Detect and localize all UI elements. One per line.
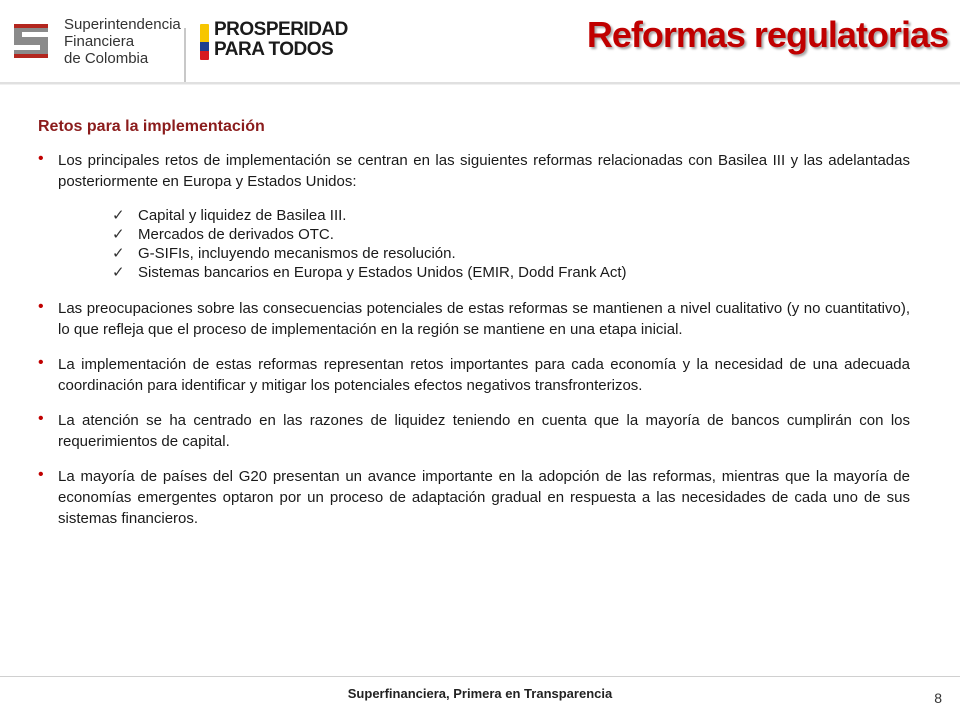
slide-body — [38, 118, 910, 543]
bullet-dot-icon: • — [38, 466, 44, 483]
bullet-dot-icon: • — [38, 354, 44, 371]
bullet-text: Los principales retos de implementación se centran en las siguientes reformas relacionadas con Basilea III y las adelantadas posteriormente en Europa y Estados Unidos: — [58, 152, 910, 190]
bullet-text: La atención se ha centrado en las razones de liquidez teniendo en cuenta que la mayoría de bancos cumplirán con los requerimientos de capital. — [58, 412, 910, 450]
checklist-text: Mercados de derivados OTC. — [138, 226, 334, 243]
bullet-dot-icon: • — [38, 150, 44, 167]
prosperidad-logo — [200, 20, 350, 64]
checklist-text: Capital y liquidez de Basilea III. — [138, 207, 347, 224]
org-name-line1: Superintendencia — [64, 16, 181, 33]
org-name-line3: de Colombia — [64, 50, 149, 67]
slide-header — [0, 0, 960, 90]
logo-divider — [184, 28, 186, 82]
page-number: 8 — [934, 690, 942, 706]
checklist-item — [108, 225, 910, 244]
colombia-flag-icon — [200, 24, 209, 60]
checkmark-icon: ✓ — [112, 226, 125, 243]
slide-title: Reformas regulatorias — [586, 14, 948, 55]
superfinanciera-emblem-icon — [8, 16, 56, 66]
campaign-line2: PARA TODOS — [214, 39, 334, 60]
bullet-item — [38, 410, 910, 452]
campaign-line1: PROSPERIDAD — [214, 19, 348, 40]
reform-checklist — [108, 206, 910, 282]
footer-tagline: Superfinanciera, Primera en Transparencia — [347, 686, 613, 701]
bullet-dot-icon: • — [38, 298, 44, 315]
bullet-item — [38, 150, 910, 192]
checkmark-icon: ✓ — [112, 264, 125, 281]
org-name-line2: Financiera — [64, 33, 135, 50]
checklist-item — [108, 206, 910, 225]
bullet-text: La implementación de estas reformas representan retos importantes para cada economía y la necesidad de una adecuada coordinación para identificar y mitigar los potenciales efectos negativos transfronterizos. — [58, 356, 910, 394]
superfinanciera-logo — [8, 14, 184, 68]
bullet-text: Las preocupaciones sobre las consecuencias potenciales de estas reformas se mantienen a nivel cualitativo (y no cuantitativo), lo que refleja que el proceso de implementación en la región se mantiene en una etapa inicial. — [58, 300, 910, 338]
checkmark-icon: ✓ — [112, 207, 125, 224]
checklist-text: Sistemas bancarios en Europa y Estados Unidos (EMIR, Dodd Frank Act) — [138, 264, 627, 281]
header-divider-shadow — [0, 84, 960, 85]
bullet-text: La mayoría de países del G20 presentan un avance importante en la adopción de las reformas, mientras que la mayoría de economías emergentes optaron por un proceso de adaptación gradual en respuesta a las necesidades de cada uno de sus sistemas financieros. — [58, 468, 910, 527]
bullet-dot-icon: • — [38, 410, 44, 427]
bullet-item — [38, 298, 910, 340]
bullet-item — [38, 354, 910, 396]
section-title: Retos para la implementación — [38, 118, 265, 135]
bullet-item — [38, 466, 910, 529]
org-name — [64, 16, 181, 67]
checklist-text: G-SIFIs, incluyendo mecanismos de resolución. — [138, 245, 456, 262]
checklist-item — [108, 244, 910, 263]
campaign-name — [214, 20, 348, 60]
checkmark-icon: ✓ — [112, 245, 125, 262]
checklist-item — [108, 263, 910, 282]
footer-divider — [0, 676, 960, 677]
